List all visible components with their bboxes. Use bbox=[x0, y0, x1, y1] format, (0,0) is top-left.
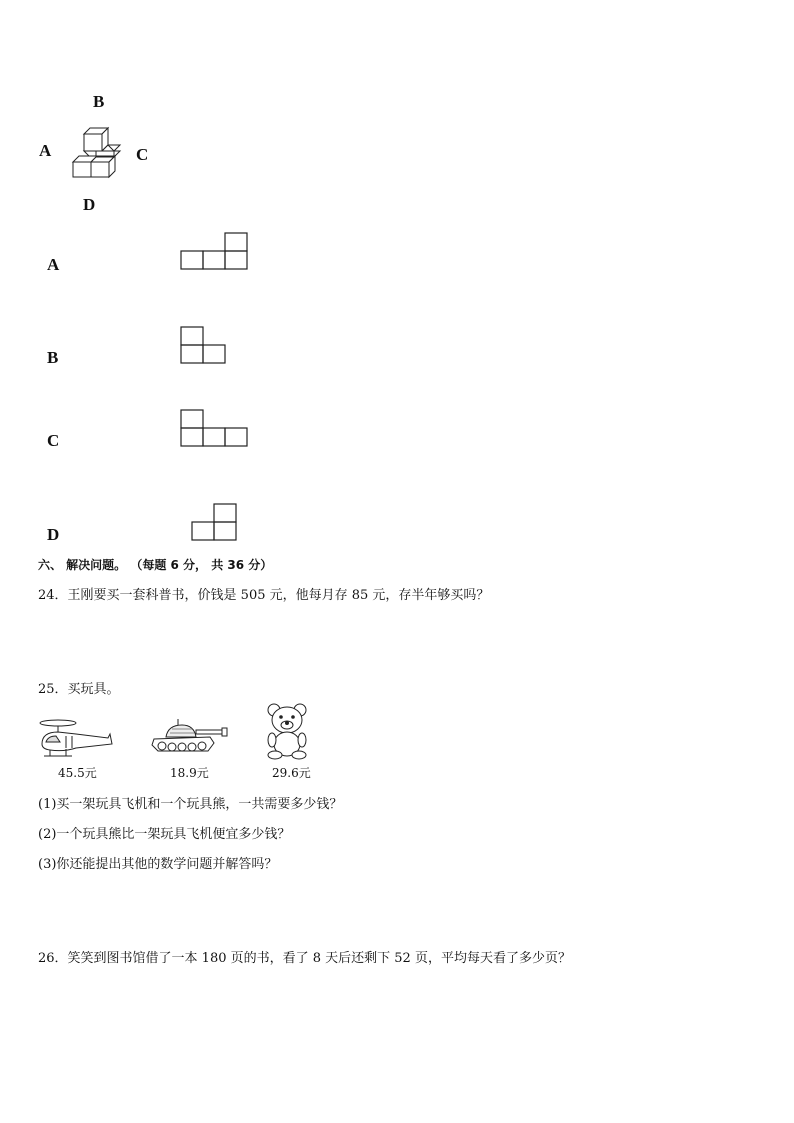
tank-icon bbox=[148, 715, 228, 759]
question-26: 26．笑笑到图书馆借了一本 180 页的书，看了 8 天后还剩下 52 页，平均每天看了多少页？ bbox=[38, 951, 571, 966]
question-25-title: 25．买玩具。 bbox=[38, 682, 120, 697]
option-c-grid bbox=[180, 409, 252, 449]
option-c-label: C bbox=[47, 431, 60, 450]
question-25-sub3: (3)你还能提出其他的数学问题并解答吗？ bbox=[38, 857, 278, 872]
question-24: 24．王刚要买一套科普书，价钱是 505 元，他每月存 85 元，存半年够买吗？ bbox=[38, 588, 490, 603]
helicopter-price: 45.5元 bbox=[58, 766, 97, 780]
option-d-label: D bbox=[47, 525, 60, 544]
teddy-bear-price: 29.6元 bbox=[272, 766, 311, 780]
helicopter-icon bbox=[36, 718, 112, 762]
option-d-grid bbox=[191, 503, 241, 543]
cube-label-right: C bbox=[136, 145, 149, 164]
cube-label-top: B bbox=[93, 92, 105, 111]
cube-stack-figure bbox=[70, 124, 122, 180]
option-a-label: A bbox=[47, 255, 60, 274]
question-25-sub1: (1)买一架玩具飞机和一个玩具熊，一共需要多少钱？ bbox=[38, 797, 343, 812]
teddy-bear-icon bbox=[264, 702, 310, 760]
question-25-sub2: (2)一个玩具熊比一架玩具飞机便宜多少钱？ bbox=[38, 827, 291, 842]
option-b-grid bbox=[180, 326, 230, 366]
option-a-grid bbox=[180, 232, 250, 272]
option-b-label: B bbox=[47, 348, 59, 367]
section-heading: 六、 解决问题。 （每题 6 分， 共 36 分） bbox=[38, 558, 273, 572]
cube-label-bottom: D bbox=[83, 195, 96, 214]
cube-label-left: A bbox=[39, 141, 52, 160]
tank-price: 18.9元 bbox=[170, 766, 209, 780]
